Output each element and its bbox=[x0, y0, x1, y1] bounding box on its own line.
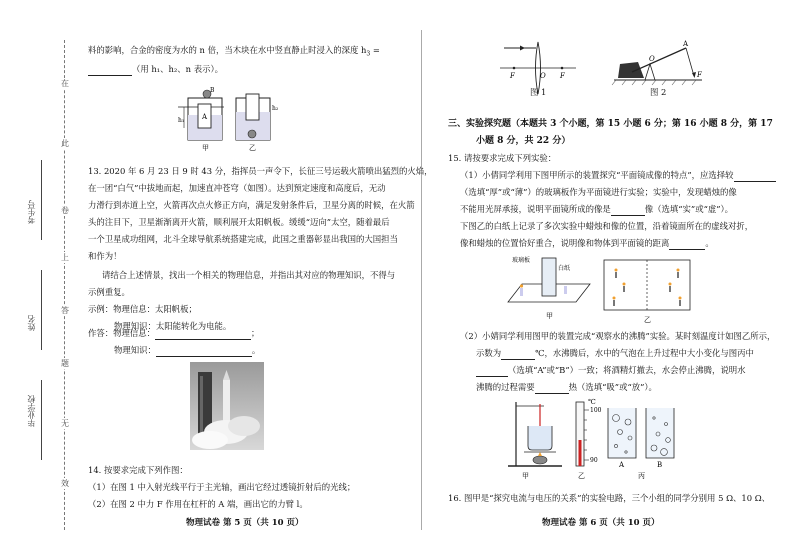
rocket-launch-photo bbox=[190, 362, 264, 450]
left-page-footer: 物理试卷 第 5 页（共 10 页） bbox=[186, 518, 304, 528]
q15-1-line5: 像和蜡烛的位置恰好重合，说明像和物体到平面镜的距离 。 bbox=[460, 238, 714, 248]
fig-h1: h₁ bbox=[178, 117, 185, 124]
answer-knowledge: 物理知识： 。 bbox=[114, 345, 261, 355]
q12-line2: （用 h₁、h₂、n 表示）。 bbox=[88, 63, 223, 76]
fig-q15b-A: A bbox=[619, 461, 625, 469]
fig2-caption: 图 2 bbox=[650, 87, 667, 97]
school-label: 毕业学校 bbox=[27, 395, 36, 427]
fig-caption-a: 甲 bbox=[202, 144, 209, 152]
fig-q15-caption-b: 乙 bbox=[644, 316, 651, 324]
fig1-F-left: F bbox=[510, 72, 515, 80]
q13-line-1: 在一团“白气”中拔地而起，加速直冲苍穹（如图）。达到预定速度和高度后，无动 bbox=[88, 183, 386, 193]
answer-info-blank[interactable] bbox=[155, 330, 251, 340]
q15-2-line3: （选填“A”或“B”）一致；将酒精灯撤去，水会停止沸腾，说明水 bbox=[476, 364, 745, 377]
fig-q15b-tick-100: 100 bbox=[590, 407, 602, 414]
q15-1-line1: （选填“厚”或“薄”）的玻璃板作为平面镜进行实验；实验中，发现蜡烛的像 bbox=[460, 187, 737, 197]
q12-figure bbox=[176, 82, 286, 154]
seal-char: 此 bbox=[61, 139, 69, 148]
q15-temperature-blank[interactable] bbox=[501, 350, 535, 360]
q15-2-line0: （2）小婧同学利用图甲的装置完成“观察水的沸腾”实验。某时刻温度计如图乙所示， bbox=[460, 331, 776, 341]
q15-image-type-blank[interactable] bbox=[611, 206, 645, 216]
school-field[interactable] bbox=[41, 380, 42, 460]
q15-2-line1: 示数为 ℃，水沸腾后，水中的气泡在上升过程中大小变化与图丙中 bbox=[476, 348, 754, 358]
q15-mirror-figure bbox=[506, 254, 692, 326]
seal-dashed-line bbox=[64, 40, 65, 530]
fig-q15b-caption-a: 甲 bbox=[522, 472, 529, 480]
exam-number-label: 考生号 bbox=[27, 200, 36, 224]
fig-q15b-tick-90: 90 bbox=[590, 457, 598, 464]
answer-info: 作答：物理信息： ； bbox=[88, 328, 260, 338]
seal-char: 题 bbox=[61, 359, 69, 368]
q15-bubble-blank[interactable] bbox=[476, 367, 508, 377]
example-info: 示例：物理信息：太阳帆板； bbox=[88, 304, 197, 314]
q15-thickness-blank[interactable] bbox=[734, 172, 776, 182]
q13-line-0: 13. 2020 年 6 月 23 日 9 时 43 分，指挥员一声令下，长征三号运载火箭喷出猛烈的火焰， bbox=[88, 166, 433, 176]
q14-part1: （1）在图 1 中入射光线平行于主光轴，画出它经过透镜折射后的光线； bbox=[88, 482, 356, 492]
section3-heading-2: 小题 8 分，共 22 分） bbox=[476, 136, 571, 146]
q14-title: 14. 按要求完成下列作图： bbox=[88, 465, 188, 475]
q14-part2: （2）在图 2 中力 F 作用在杠杆的 A 端，画出它的力臂 l。 bbox=[88, 499, 308, 509]
q13-instruction: 请结合上述情景，找出一个相关的物理信息，并指出其对应的物理知识，不得与 bbox=[102, 270, 396, 280]
seal-char: 卷 bbox=[61, 206, 69, 215]
q15-heat-blank[interactable] bbox=[535, 384, 569, 394]
q15-boiling-figure bbox=[502, 396, 682, 480]
fig-glass-label: 玻璃板 bbox=[512, 257, 531, 264]
q16-line: 16. 图甲是“探究电流与电压的关系”的实验电路，三个小组的同学分别用 5 Ω、10 Ω、 bbox=[448, 493, 771, 503]
fig-q15b-unit: ℃ bbox=[588, 398, 596, 406]
seal-char: 答 bbox=[61, 306, 69, 315]
q15-1-line4: 下图乙的白纸上记录了多次实验中蜡烛和像的位置，沿着镜面所在的虚线对折， bbox=[460, 221, 754, 231]
fig2-O: O bbox=[649, 55, 655, 63]
seal-char: 上 bbox=[61, 253, 69, 262]
q13-instruction-2: 示例重复。 bbox=[88, 287, 130, 297]
seal-char: 在 bbox=[61, 79, 69, 88]
q12-answer-blank[interactable] bbox=[88, 66, 132, 76]
q13-line-5: 和作为！ bbox=[88, 251, 122, 261]
seal-char: 无 bbox=[61, 419, 69, 428]
fig2-lever-diagram bbox=[612, 40, 712, 92]
fig-paper-label: 白纸 bbox=[558, 265, 571, 272]
q13-line-3: 头的注目下，卫星渐渐离开火箭，顺利展开太阳帆板。缓缓“迈向”太空，随着最后 bbox=[88, 217, 390, 227]
name-field[interactable] bbox=[41, 270, 42, 350]
q15-1-line2: 不能用光屏承接，说明平面镜所成的像是 像（选填“实”或“虚”）。 bbox=[460, 204, 734, 214]
name-label: 姓名 bbox=[27, 315, 36, 331]
fig-q15b-caption-c: 丙 bbox=[638, 472, 645, 480]
fig1-caption: 图 1 bbox=[530, 87, 547, 97]
fig1-F-right: F bbox=[560, 72, 565, 80]
q12-line1: 料的影响，合金的密度为水的 n 倍，当木块在水中竖直静止时浸入的深度 $h_3$ = bbox=[88, 45, 380, 58]
example-knowledge: 物理知识：太阳能转化为电能。 bbox=[114, 321, 232, 331]
fig-h2: h₂ bbox=[272, 105, 279, 112]
fig-q15b-B: B bbox=[657, 461, 663, 469]
q15-title: 15. 请按要求完成下列实验： bbox=[448, 153, 557, 163]
fig-q15-caption-a: 甲 bbox=[546, 312, 553, 320]
fig2-F: F bbox=[697, 71, 702, 79]
binding-margin bbox=[0, 0, 78, 560]
answer-knowledge-blank[interactable] bbox=[156, 347, 252, 357]
q15-distance-blank[interactable] bbox=[669, 240, 705, 250]
q15-2-line4: 沸腾的过程需要 热（选填“吸”或“放”）。 bbox=[476, 382, 657, 392]
seal-char: 效 bbox=[61, 479, 69, 488]
q13-line-4: 一个卫星成功组网，北斗全球导航系统搭建完成，此国之重器彰显出我国的大国担当 bbox=[88, 234, 398, 244]
fig1-O: O bbox=[540, 72, 546, 80]
fig-q15b-caption-b: 乙 bbox=[578, 472, 585, 480]
fig-label-a: A bbox=[202, 113, 208, 121]
right-page-footer: 物理试卷 第 6 页（共 10 页） bbox=[542, 518, 660, 528]
section3-heading: 三、实验探究题（本题共 3 个小题，第 15 小题 6 分；第 16 小题 8 分，第 17 bbox=[448, 119, 773, 129]
page-divider bbox=[421, 30, 422, 530]
fig2-A: A bbox=[683, 40, 689, 48]
fig-caption-b: 乙 bbox=[249, 144, 256, 152]
q15-1-line0: （1）小倩同学利用下图甲所示的装置探究“平面镜成像的特点”，应选择较 bbox=[460, 169, 776, 182]
q13-line-2: 力滑行到赤道上空，火箭再次点火修正方向，满足发射条件后，卫星分离的时候，在火箭 bbox=[88, 200, 415, 210]
exam-number-field[interactable] bbox=[41, 160, 42, 240]
fig-label-b: B bbox=[210, 87, 215, 94]
